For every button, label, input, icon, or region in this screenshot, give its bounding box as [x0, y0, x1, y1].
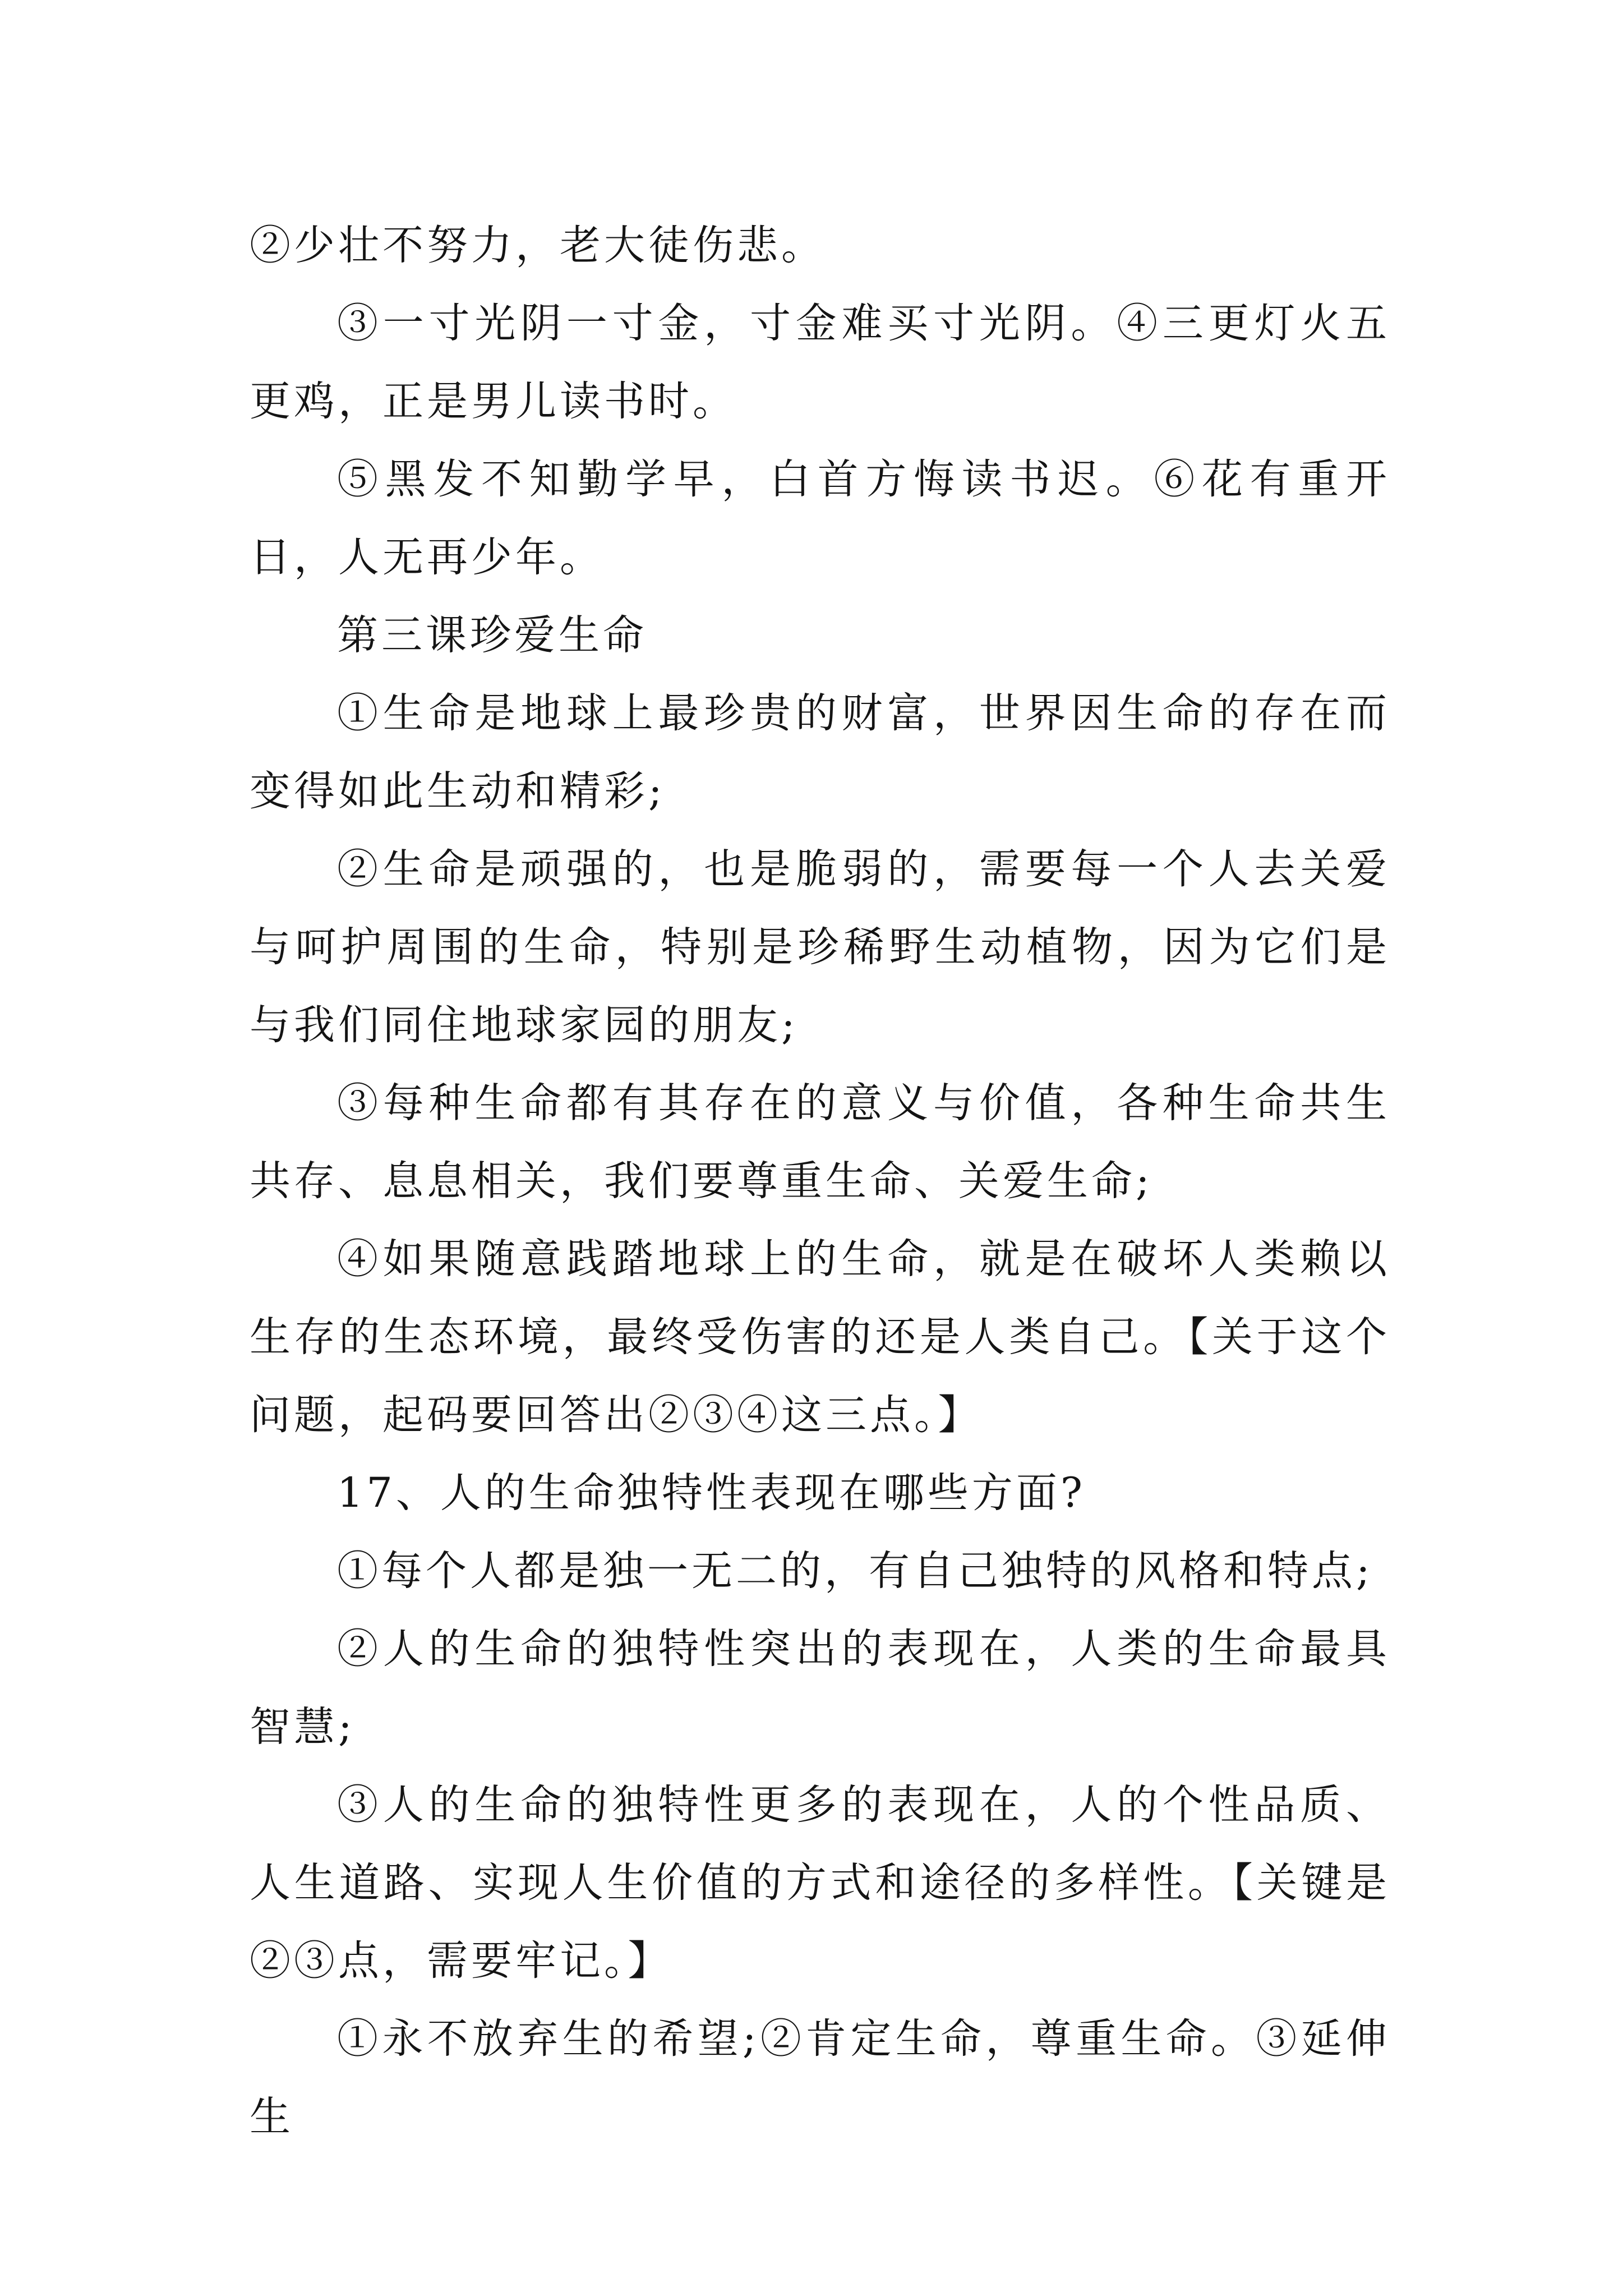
paragraph-7: ③每种生命都有其存在的意义与价值，各种生命共生共存、息息相关，我们要尊重生命、关爱生命; [250, 1079, 1390, 1205]
paragraph-8: ④如果随意践踏地球上的生命，就是在破坏人类赖以生存的生态环境，最终受伤害的还是人类自己。【关于这个问题，起码要回答出②③④这三点。】 [250, 1235, 1390, 1439]
document-body [250, 206, 1390, 2156]
paragraph-10: ①每个人都是独一无二的，有自己独特的风格和特点; [337, 1547, 1373, 1595]
paragraph-1: ②少壮不努力，老大徒伤悲。 [250, 222, 826, 269]
paragraph-6: ②生命是顽强的，也是脆弱的，需要每一个人去关爱与呵护周围的生命，特别是珍稀野生动植物，因为它们是与我们同住地球家园的朋友; [250, 845, 1390, 1049]
paragraph-5: ①生命是地球上最珍贵的财富，世界因生命的存在而变得如此生动和精彩; [250, 689, 1390, 815]
paragraph-3: ⑤黑发不知勤学早，白首方悔读书迟。⑥花有重开日，人无再少年。 [250, 455, 1390, 581]
question-heading: 17、人的生命独特性表现在哪些方面? [337, 1469, 1086, 1517]
paragraph-2: ③一寸光阴一寸金，寸金难买寸光阴。④三更灯火五更鸡，正是男儿读书时。 [250, 300, 1390, 425]
paragraph-13: ①永不放弃生的希望;②肯定生命，尊重生命。③延伸生 [250, 2015, 1390, 2141]
paragraph-11: ②人的生命的独特性突出的表现在，人类的生命最具智慧; [250, 1625, 1390, 1751]
paragraph-12: ③人的生命的独特性更多的表现在，人的个性品质、人生道路、实现人生价值的方式和途径的多样性。【关键是②③点，需要牢记。】 [250, 1781, 1390, 1985]
section-heading: 第三课珍爱生命 [337, 611, 647, 659]
